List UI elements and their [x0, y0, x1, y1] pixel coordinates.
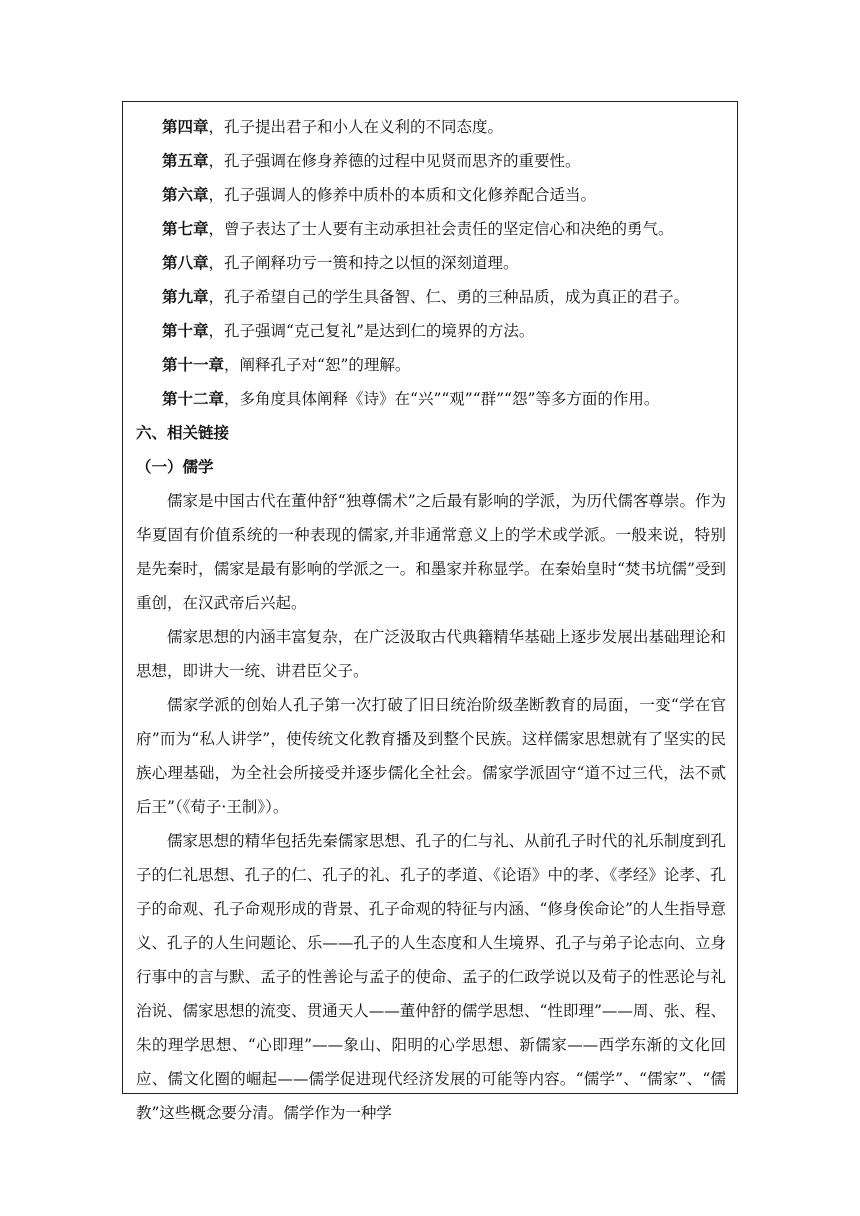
chapter-text: ，孔子阐释功亏一篑和持之以恒的深刻道理。	[208, 254, 519, 272]
chapter-item	[136, 280, 726, 314]
section-heading: 六、相关链接	[136, 423, 230, 442]
chapter-label: 第四章	[162, 117, 209, 136]
chapter-text: ，孔子强调人的修养中质朴的本质和文化修养配合适当。	[208, 186, 597, 204]
chapter-label: 第六章	[162, 185, 209, 204]
chapter-label: 第十章	[162, 321, 209, 340]
body-paragraph: 儒家学派的创始人孔子第一次打破了旧日统治阶级垄断教育的局面，一变“学在官府”而为“私人讲学”，使传统文化教育播及到整个民族。这样儒家思想就有了坚实的民族心理基础，为全社会所接受并逐步儒化全社会。儒家学派固守“道不过三代，法不贰后王”（《荀子·王制》）。	[136, 696, 726, 816]
chapter-label: 第九章	[162, 287, 209, 306]
chapter-text: ，曾子表达了士人要有主动承担社会责任的坚定信心和决绝的勇气。	[208, 220, 674, 238]
chapter-text: ，孔子强调在修身养德的过程中见贤而思齐的重要性。	[208, 152, 581, 170]
chapter-text: ，孔子提出君子和小人在义利的不同态度。	[208, 118, 504, 136]
body-paragraph: 儒家思想的精华包括先秦儒家思想、孔子的仁与礼、从前孔子时代的礼乐制度到孔子的仁礼思想、孔子的仁、孔子的礼、孔子的孝道、《论语》中的孝、《孝经》论孝、孔子的命观、孔子命观形成的背景、孔子命观的特征与内涵、“修身俟命论”的人生指导意义、孔子的人生问题论、乐——孔子的人生态度和人生境界、孔子与弟子论志向、立身行事中的言与默、孟子的性善论与孟子的使命、孟子的仁政学说以及荀子的性恶论与礼治说、儒家思想的流变、贯通天人——董仲舒的儒学思想、“性即理”——周、张、程、朱的理学思想、“心即理”——象山、阳明的心学思想、新儒家——西学东渐的文化回应、儒文化圈的崛起——儒学促进现代经济发展的可能等内容。“儒学”、“儒家”、“儒教”这些概念要分清。儒学作为一种学	[136, 832, 726, 1122]
chapter-item	[136, 246, 726, 280]
chapter-text: ，多角度具体阐释《诗》在“兴”“观”“群”“怨”等多方面的作用。	[224, 390, 660, 408]
body-paragraph: 儒家是中国古代在董仲舒“独尊儒术”之后最有影响的学派，为历代儒客尊崇。作为华夏固有价值系统的一种表现的儒家,并非通常意义上的学术或学派。一般来说，特别是先秦时，儒家是最有影响的学派之一。和墨家并称显学。在秦始皇时“焚书坑儒”受到重创，在汉武帝后兴起。	[136, 492, 726, 612]
body-paragraph: 儒家思想的内涵丰富复杂，在广泛汲取古代典籍精华基础上逐步发展出基础理论和思想，即讲大一统、讲君臣父子。	[136, 628, 726, 680]
chapter-text: ，孔子希望自己的学生具备智、仁、勇的三种品质，成为真正的君子。	[208, 288, 690, 306]
chapter-item	[136, 382, 726, 416]
document-content	[136, 110, 726, 1130]
chapter-label: 第八章	[162, 253, 209, 272]
chapter-label: 第十二章	[162, 389, 225, 408]
chapter-item	[136, 110, 726, 144]
chapter-item	[136, 314, 726, 348]
subsection-heading: （一）儒学	[136, 457, 214, 476]
chapter-item	[136, 144, 726, 178]
document-table-cell	[122, 101, 738, 1122]
chapter-text: ，孔子强调“克己复礼”是达到仁的境界的方法。	[208, 322, 535, 340]
chapter-item	[136, 212, 726, 246]
chapter-label: 第五章	[162, 151, 209, 170]
chapter-item	[136, 178, 726, 212]
chapter-label: 第七章	[162, 219, 209, 238]
chapter-item	[136, 348, 726, 382]
chapter-text: ，阐释孔子对“恕”的理解。	[224, 356, 411, 374]
chapter-label: 第十一章	[162, 355, 225, 374]
